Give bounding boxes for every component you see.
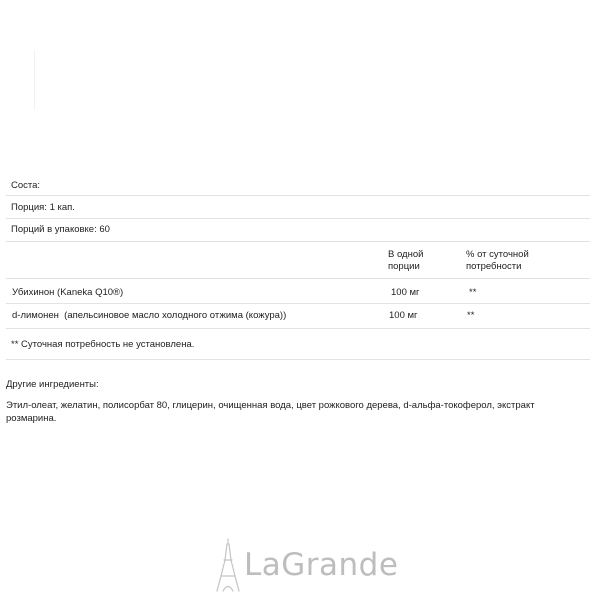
other-ingredients-title: Другие ингредиенты: (6, 379, 99, 390)
footnote-row (6, 329, 590, 360)
ingredient-amount: 100 мг (391, 287, 420, 298)
portion-text: Порция: 1 кап. (11, 202, 75, 213)
other-ingredients-text: Этил-олеат, желатин, полисорбат 80, глицерин, очищенная вода, цвет рожкового дерева, d-альфа-токоферол, экстракт розмарина. (6, 400, 535, 424)
ingredient-name: Убихинон (Kaneka Q10®) (12, 287, 124, 298)
table-title: Соста: (11, 180, 41, 191)
ingredient-daily: ** (467, 310, 475, 321)
table-row (6, 279, 590, 304)
nutrition-table (6, 173, 590, 360)
footnote-text: ** Суточная потребность не установлена. (11, 339, 195, 350)
watermark-text: LaGrande (244, 547, 399, 583)
amount-header: В одной порции (388, 249, 424, 272)
table-header-row (6, 242, 590, 279)
portion-row (6, 196, 590, 219)
ingredient-daily: ** (469, 287, 477, 298)
watermark (216, 535, 398, 595)
ingredient-name: d-лимонен (апельсиновое масло холодного отжима (кожура)) (12, 310, 287, 321)
servings-per-pack-row (6, 219, 590, 242)
servings-per-pack-text: Порций в упаковке: 60 (11, 224, 110, 235)
ingredient-amount: 100 мг (389, 310, 418, 321)
faint-line (34, 50, 35, 110)
daily-value-header: % от суточной потребности (466, 249, 529, 272)
table-title-row (6, 173, 590, 196)
table-row (6, 304, 590, 329)
eiffel-tower-icon (216, 538, 240, 592)
